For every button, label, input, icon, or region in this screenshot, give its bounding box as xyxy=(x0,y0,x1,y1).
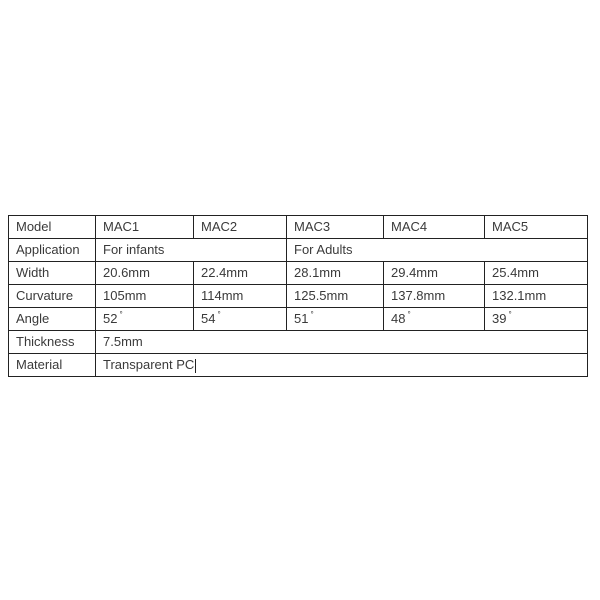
angle-value: 48 xyxy=(391,311,406,326)
row-label-thickness: Thickness xyxy=(9,331,96,354)
model-mac4: MAC4 xyxy=(384,216,485,239)
model-mac5: MAC5 xyxy=(485,216,588,239)
spec-table xyxy=(8,215,588,377)
model-mac2: MAC2 xyxy=(194,216,287,239)
angle-mac4 xyxy=(384,308,485,331)
width-mac4: 29.4mm xyxy=(384,262,485,285)
row-label-model: Model xyxy=(9,216,96,239)
table-row-thickness xyxy=(9,331,588,354)
angle-mac2 xyxy=(194,308,287,331)
model-mac1: MAC1 xyxy=(96,216,194,239)
angle-mac3 xyxy=(287,308,384,331)
thickness-value: 7.5mm xyxy=(96,331,588,354)
table-row-width xyxy=(9,262,588,285)
width-mac5: 25.4mm xyxy=(485,262,588,285)
width-mac2: 22.4mm xyxy=(194,262,287,285)
curvature-mac2: 114mm xyxy=(194,285,287,308)
table-row-material xyxy=(9,354,588,377)
angle-value: 39 xyxy=(492,311,507,326)
degree-symbol: ° xyxy=(217,310,221,319)
material-cell xyxy=(96,354,588,377)
angle-value: 51 xyxy=(294,311,309,326)
material-value: Transparent PC xyxy=(103,357,195,372)
curvature-mac1: 105mm xyxy=(96,285,194,308)
table-row-application xyxy=(9,239,588,262)
table-row-curvature xyxy=(9,285,588,308)
application-infants: For infants xyxy=(96,239,287,262)
degree-symbol: ° xyxy=(407,310,411,319)
application-adults: For Adults xyxy=(287,239,588,262)
degree-symbol: ° xyxy=(508,310,512,319)
table-row-angle xyxy=(9,308,588,331)
row-label-curvature: Curvature xyxy=(9,285,96,308)
angle-value: 54 xyxy=(201,311,216,326)
degree-symbol: ° xyxy=(310,310,314,319)
curvature-mac4: 137.8mm xyxy=(384,285,485,308)
angle-mac1 xyxy=(96,308,194,331)
model-mac3: MAC3 xyxy=(287,216,384,239)
text-cursor xyxy=(195,359,196,373)
width-mac1: 20.6mm xyxy=(96,262,194,285)
row-label-angle: Angle xyxy=(9,308,96,331)
angle-value: 52 xyxy=(103,311,118,326)
table-row-model xyxy=(9,216,588,239)
width-mac3: 28.1mm xyxy=(287,262,384,285)
row-label-application: Application xyxy=(9,239,96,262)
degree-symbol: ° xyxy=(119,310,123,319)
row-label-material: Material xyxy=(9,354,96,377)
row-label-width: Width xyxy=(9,262,96,285)
angle-mac5 xyxy=(485,308,588,331)
curvature-mac3: 125.5mm xyxy=(287,285,384,308)
curvature-mac5: 132.1mm xyxy=(485,285,588,308)
